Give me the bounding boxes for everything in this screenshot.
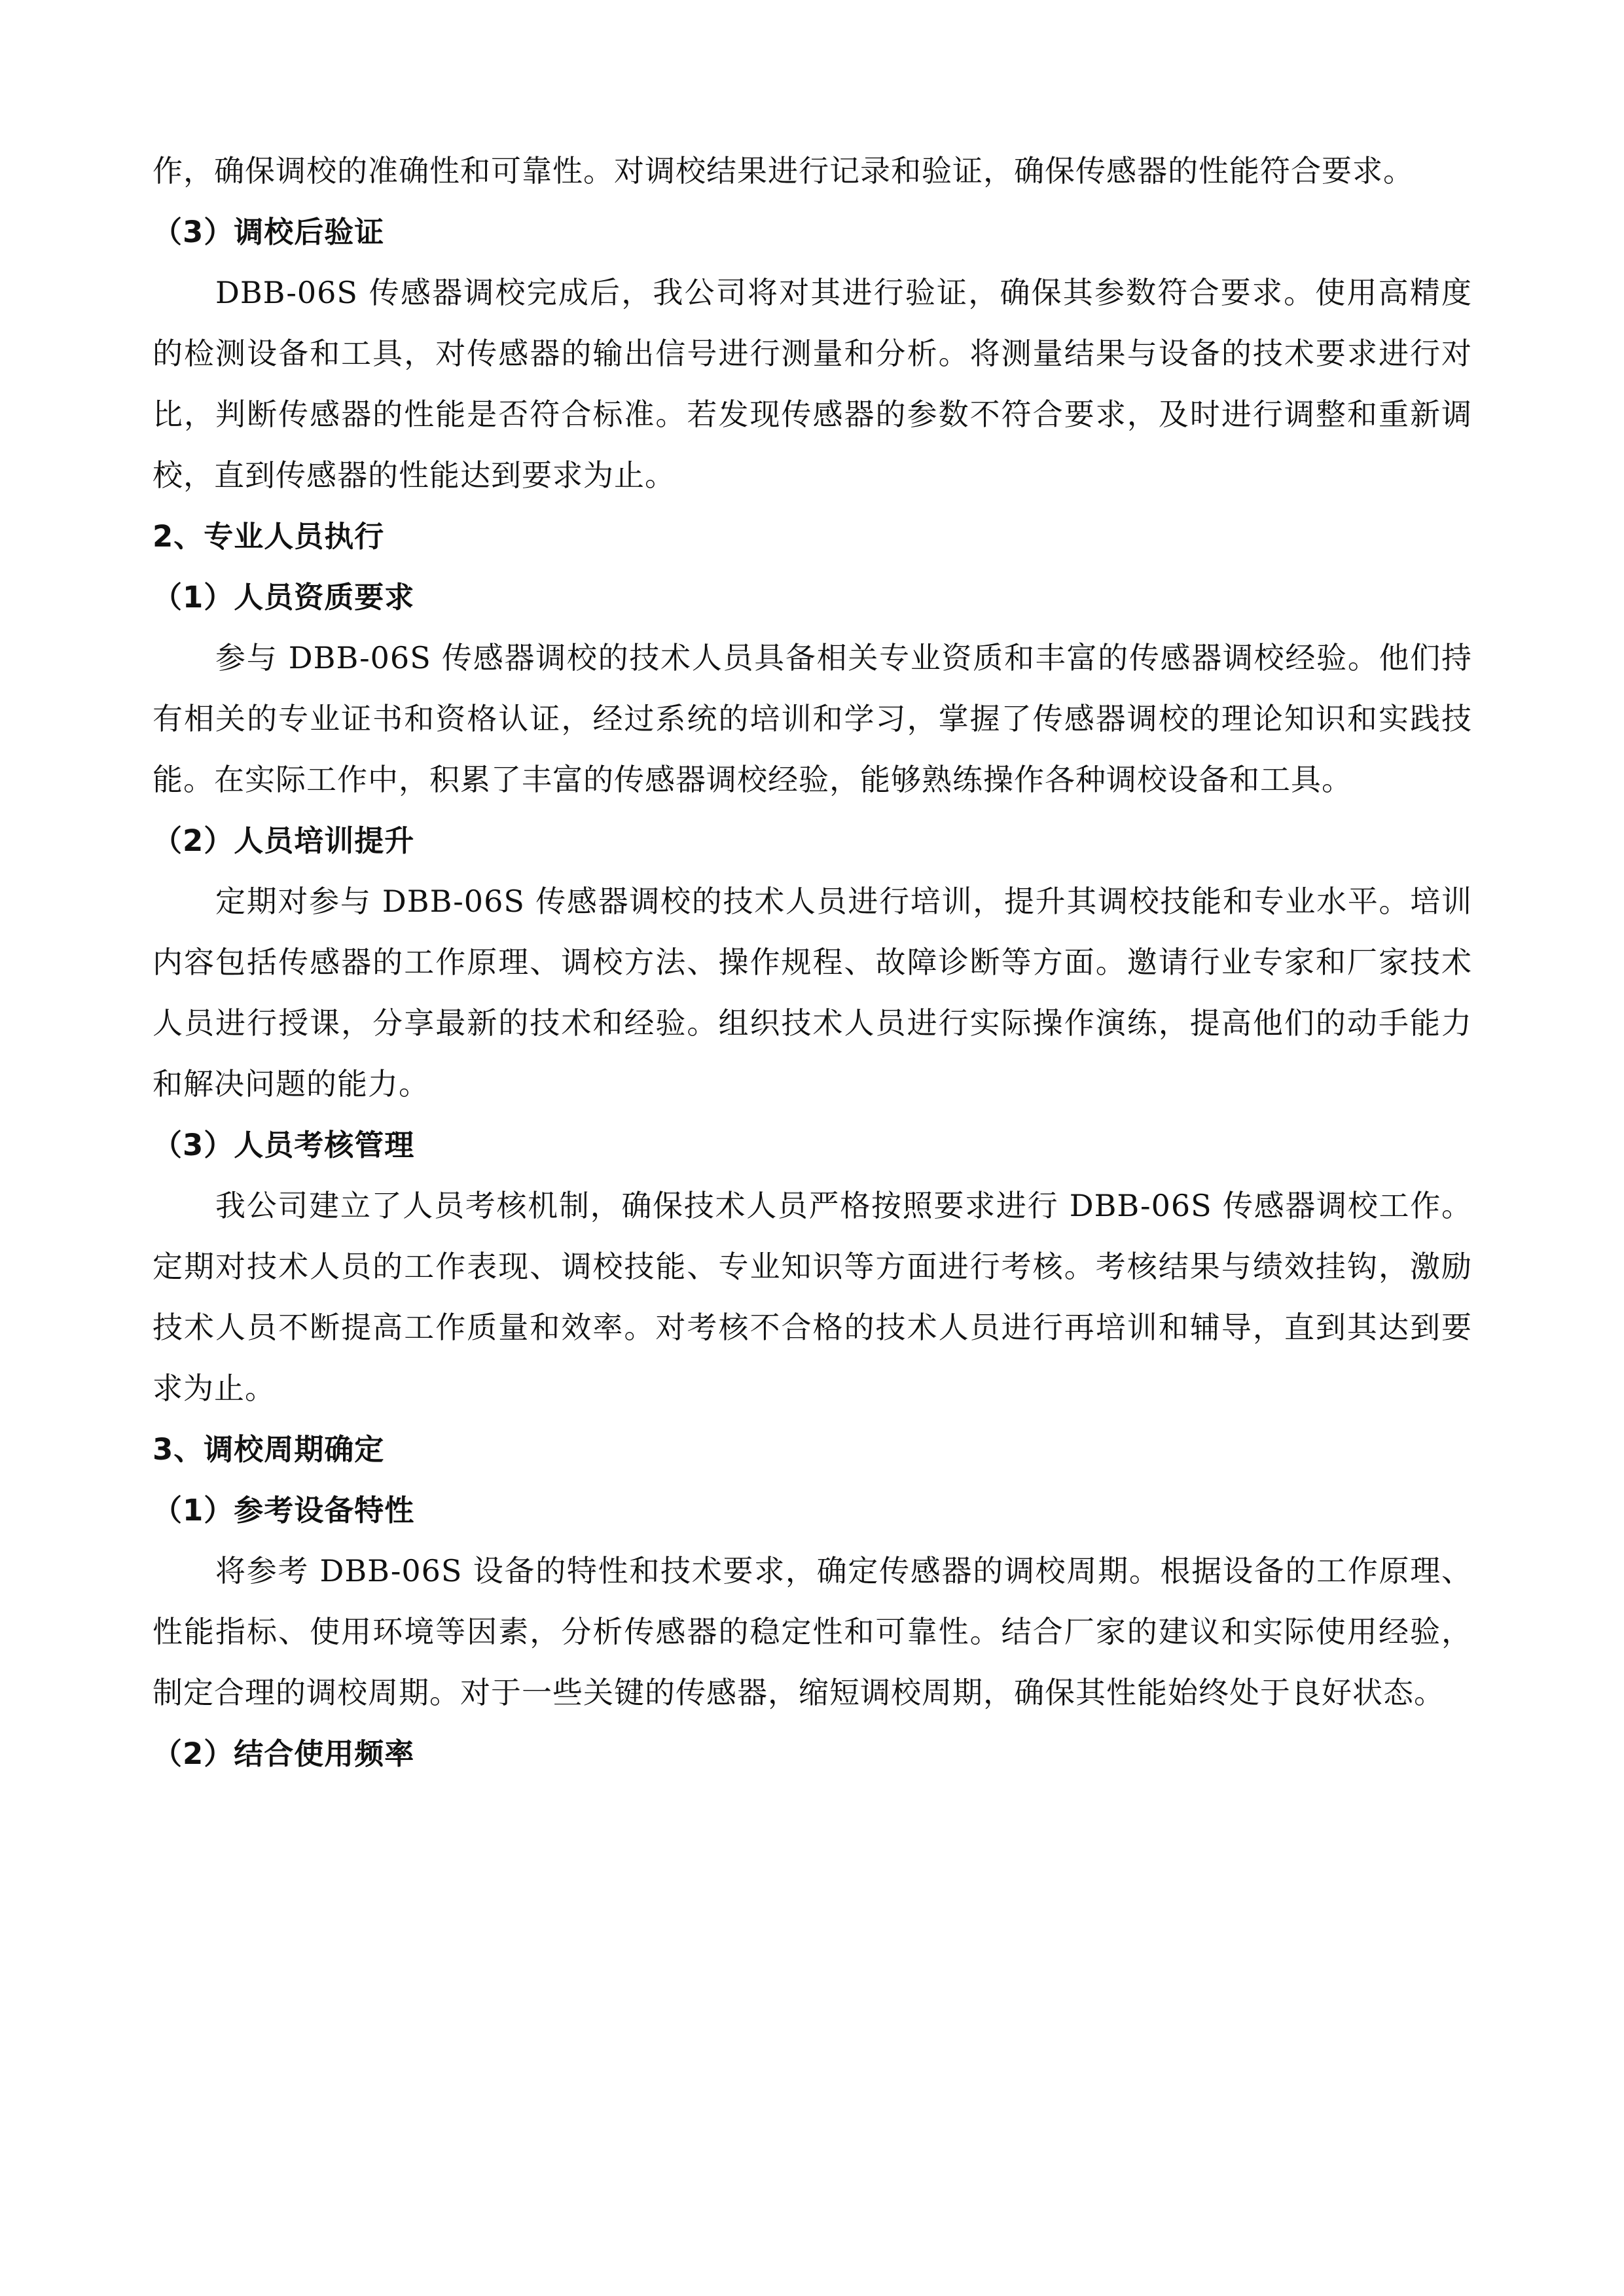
paragraph-qualifications: 参与 DBB-06S 传感器调校的技术人员具备相关专业资质和丰富的传感器调校经验。他们持有相关的专业证书和资格认证，经过系统的培训和学习，掌握了传感器调校的理论知识和实践技能。在实际工作中，积累了丰富的传感器调校经验，能够熟练操作各种调校设备和工具。 [153,640,1472,797]
section-heading-calibration-cycle: 3、调校周期确定 [153,1432,385,1467]
subheading-equipment-characteristics: （1）参考设备特性 [153,1493,415,1528]
paragraph-assessment: 我公司建立了人员考核机制，确保技术人员严格按照要求进行 DBB-06S 传感器调校工作。定期对技术人员的工作表现、调校技能、专业知识等方面进行考核。考核结果与绩效挂钩，激励技术人员不断提高工作质量和效率。对考核不合格的技术人员进行再培训和辅导，直到其达到要求为止。 [153,1188,1472,1406]
subheading-usage-frequency: （2）结合使用频率 [153,1736,415,1771]
subheading-staff-qualifications: （1）人员资质要求 [153,580,415,615]
subheading-staff-training: （2）人员培训提升 [153,823,415,858]
subheading-post-calibration-verification: （3）调校后验证 [153,215,385,249]
section-heading-professional-staff: 2、专业人员执行 [153,519,385,554]
paragraph-equipment-characteristics: 将参考 DBB-06S 设备的特性和技术要求，确定传感器的调校周期。根据设备的工作原理、性能指标、使用环境等因素，分析传感器的稳定性和可靠性。结合厂家的建议和实际使用经验，制定合理的调校周期。对于一些关键的传感器，缩短调校周期，确保其性能始终处于良好状态。 [153,1553,1472,1710]
document-body [153,141,1472,1784]
subheading-staff-assessment: （3）人员考核管理 [153,1128,415,1162]
paragraph-training: 定期对参与 DBB-06S 传感器调校的技术人员进行培训，提升其调校技能和专业水平。培训内容包括传感器的工作原理、调校方法、操作规程、故障诊断等方面。邀请行业专家和厂家技术人员进行授课，分享最新的技术和经验。组织技术人员进行实际操作演练，提高他们的动手能力和解决问题的能力。 [153,884,1472,1102]
paragraph-verification: DBB-06S 传感器调校完成后，我公司将对其进行验证，确保其参数符合要求。使用高精度的检测设备和工具，对传感器的输出信号进行测量和分析。将测量结果与设备的技术要求进行对比，判断传感器的性能是否符合标准。若发现传感器的参数不符合要求，及时进行调整和重新调校，直到传感器的性能达到要求为止。 [153,275,1472,493]
paragraph-continuation: 作，确保调校的准确性和可靠性。对调校结果进行记录和验证，确保传感器的性能符合要求。 [153,153,1414,188]
